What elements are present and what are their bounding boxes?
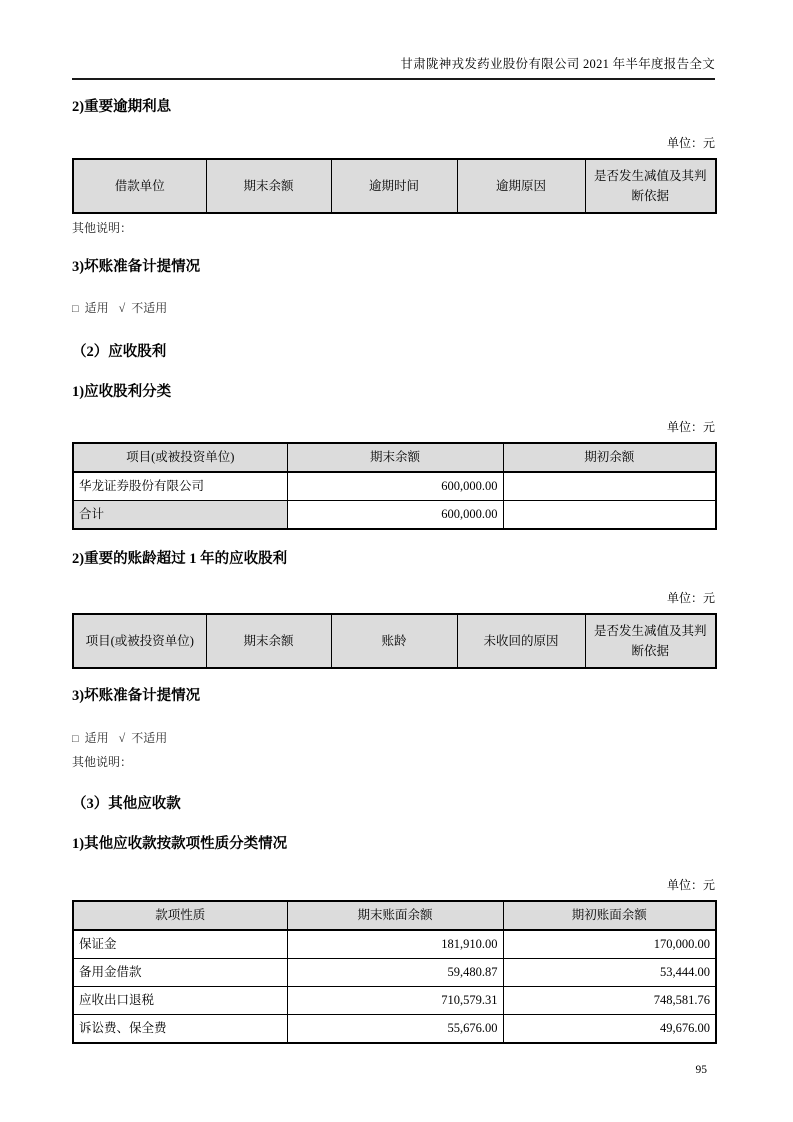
table-row: [73, 1015, 716, 1044]
table-header-row: [73, 614, 716, 668]
other-note-1: 其他说明：: [72, 221, 133, 235]
beginning-balance-value: 49,676.00: [503, 1015, 716, 1044]
column-header-ending-book-balance: 期末账面余额: [287, 901, 503, 930]
beginning-balance-value: 170,000.00: [503, 930, 716, 959]
column-header-overdue-reason: 逾期原因: [457, 159, 585, 213]
check-mark-icon: √: [118, 301, 126, 315]
column-header-investee: 项目(或被投资单位): [73, 614, 206, 668]
not-applicable-label: 不适用: [131, 731, 168, 745]
running-header: [72, 0, 715, 80]
ending-balance-total: 600,000.00: [287, 501, 503, 530]
nature-label: 诉讼费、保全费: [73, 1015, 287, 1044]
not-applicable-label: 不适用: [131, 301, 168, 315]
checkbox-unchecked-icon: □: [72, 733, 79, 745]
ending-balance-value: 59,480.87: [287, 959, 503, 987]
nature-label: 保证金: [73, 930, 287, 959]
heading-bad-debt-provision-1: 3)坏账准备计提情况: [72, 259, 201, 275]
applicable-label: 适用: [84, 731, 109, 745]
column-header-investee: 项目(或被投资单位): [73, 443, 287, 472]
nature-label: 应收出口退税: [73, 987, 287, 1015]
column-header-impairment: 是否发生减值及其判断依据: [585, 159, 716, 213]
ending-balance-value: 181,910.00: [287, 930, 503, 959]
heading-dividends-classification: 1)应收股利分类: [72, 384, 172, 400]
check-mark-icon: √: [118, 731, 126, 745]
other-receivables-table: [72, 900, 717, 1044]
heading-bad-debt-provision-2: 3)坏账准备计提情况: [72, 688, 201, 704]
table-header-row: [73, 159, 716, 213]
beginning-balance-value: 53,444.00: [503, 959, 716, 987]
heading-other-receivables-classification: 1)其他应收款按款项性质分类情况: [72, 836, 288, 852]
nature-label: 备用金借款: [73, 959, 287, 987]
applicable-label: 适用: [84, 301, 109, 315]
column-header-uncollected-reason: 未收回的原因: [457, 614, 585, 668]
checkbox-unchecked-icon: □: [72, 303, 79, 315]
table-row: [73, 930, 716, 959]
table-total-row: [73, 501, 716, 530]
column-header-ending-balance: 期末余额: [206, 159, 331, 213]
total-label: 合计: [73, 501, 287, 530]
column-header-ending-balance: 期末余额: [206, 614, 331, 668]
column-header-aging: 账龄: [331, 614, 457, 668]
beginning-balance-value: [503, 472, 716, 501]
unit-label-2: 单位：元: [666, 420, 715, 434]
unit-label-3: 单位：元: [666, 591, 715, 605]
column-header-ending-balance: 期末余额: [287, 443, 503, 472]
beginning-balance-value: 748,581.76: [503, 987, 716, 1015]
ending-balance-value: 600,000.00: [287, 472, 503, 501]
heading-aged-dividends: 2)重要的账龄超过 1 年的应收股利: [72, 551, 288, 567]
column-header-borrower: 借款单位: [73, 159, 206, 213]
beginning-balance-total: [503, 501, 716, 530]
other-note-2: 其他说明：: [72, 755, 133, 769]
column-header-overdue-time: 逾期时间: [331, 159, 457, 213]
investee-name: 华龙证券股份有限公司: [73, 472, 287, 501]
table-header-row: [73, 443, 716, 472]
unit-label-1: 单位：元: [666, 136, 715, 150]
applicability-line-2: [72, 730, 715, 747]
table-row: [73, 959, 716, 987]
ending-balance-value: 710,579.31: [287, 987, 503, 1015]
table-row: [73, 472, 716, 501]
column-header-beginning-balance: 期初余额: [503, 443, 716, 472]
heading-other-receivables: （3）其他应收款: [72, 796, 181, 812]
table-header-row: [73, 901, 716, 930]
document-title: 甘肃陇神戎发药业股份有限公司 2021 年半年度报告全文: [400, 57, 715, 71]
heading-overdue-interest: 2)重要逾期利息: [72, 99, 172, 115]
column-header-impairment: 是否发生减值及其判断依据: [585, 614, 716, 668]
column-header-nature: 款项性质: [73, 901, 287, 930]
heading-dividends-receivable: （2）应收股利: [72, 344, 167, 360]
dividends-table: [72, 442, 717, 530]
applicability-line-1: [72, 300, 715, 317]
unit-label-4: 单位：元: [666, 878, 715, 892]
table-row: [73, 987, 716, 1015]
page-number: 95: [695, 1064, 707, 1076]
column-header-beginning-book-balance: 期初账面余额: [503, 901, 716, 930]
overdue-loans-table: [72, 158, 717, 214]
ending-balance-value: 55,676.00: [287, 1015, 503, 1044]
aged-dividends-table: [72, 613, 717, 669]
